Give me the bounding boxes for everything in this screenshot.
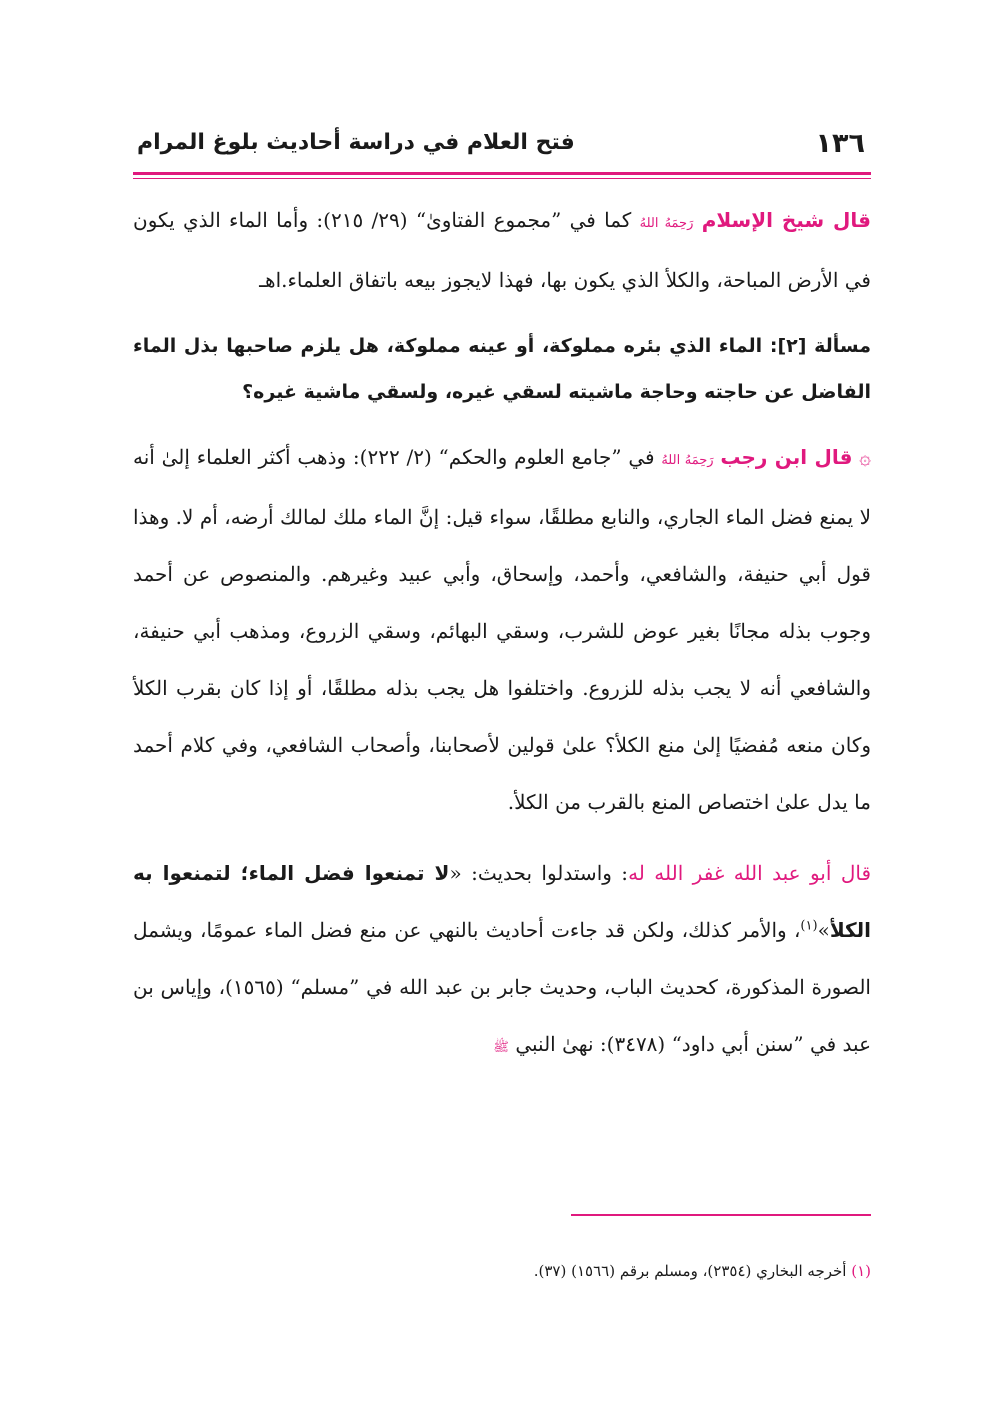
speaker-name: قال ابن رجب xyxy=(720,445,853,469)
author-attribution: قال أبو عبد الله غفر الله له xyxy=(628,861,872,885)
page-body xyxy=(133,192,871,1076)
question-label: مسألة [٢]: xyxy=(769,335,872,357)
footnote-text: أخرجه البخاري (٢٣٥٤)، ومسلم برقم (١٥٦٦) (٣٧). xyxy=(533,1262,852,1280)
paragraph-text: ، والأمر كذلك، ولكن قد جاءت أحاديث بالنهي عن منع فضل الماء عمومًا، ويشمل الصورة المذكورة، كحديث الباب، وحديث جابر بن عبد الله في ”مسلم“ (١٥٦٥)، وإياس بن عبد في ”سنن أبي داود“ (٣٤٧٨): نهىٰ النبي xyxy=(133,918,871,1056)
page-number: ١٣٦ xyxy=(815,128,865,159)
spacer xyxy=(133,415,871,429)
footnote-ref[interactable]: (١) xyxy=(800,918,818,934)
honorific-glyph: رَحِمَهُ اللهُ xyxy=(661,453,714,468)
paragraph-ibn-taymiyyah xyxy=(133,192,871,309)
footnote-separator xyxy=(571,1214,871,1216)
paragraph-ibn-rajab xyxy=(133,429,871,831)
paragraph-author xyxy=(133,845,871,1076)
footnote-number: (١) xyxy=(851,1262,871,1280)
salawat-glyph: ﷺ xyxy=(493,1040,509,1055)
header-rule-thick xyxy=(133,172,871,175)
footnote xyxy=(133,1260,871,1282)
paragraph-intro: : واستدلوا بحديث: « xyxy=(449,861,629,885)
rosette-icon: ۞ xyxy=(859,445,871,469)
spacer xyxy=(133,831,871,845)
paragraph-text: كما في ”مجموع الفتاوىٰ“ (٢٩/ ٢١٥): وأما الماء الذي يكون في الأرض المباحة، والكلأ الذي يكون بها، فهذا لايجوز بيعه باتفاق العلماء.اهـ xyxy=(133,208,871,292)
page-header xyxy=(133,120,871,172)
paragraph-text: في ”جامع العلوم والحكم“ (٢/ ٢٢٢): وذهب أكثر العلماء إلىٰ أنه لا يمنع فضل الماء الجاري، والنابع مطلقًا، سواء قيل: إنَّ الماء ملك لمالك أرضه، أم لا. وهذا قول أبي حنيفة، والشافعي، وأحمد، وإسحاق، وأبي عبيد وغيرهم. والمنصوص عن أحمد وجوب بذله مجانًا بغير عوض للشرب، وسقي البهائم، وسقي الزروع، ومذهب أبي حنيفة، والشافعي أنه لا يجب بذله للزروع. واختلفوا هل يجب بذله مطلقًا، أو إذا كان بقرب الكلأ وكان منعه مُفضيًا إلىٰ منع الكلأ؟ علىٰ قولين لأصحابنا، وأصحاب الشافعي، وفي كلام أحمد ما يدل علىٰ اختصاص المنع بالقرب من الكلأ. xyxy=(133,445,872,814)
speaker-name: قال شيخ الإسلام xyxy=(701,208,872,232)
hadith-quote: لا تمنعوا فضل الماء؛ لتمنعوا به الكلأ xyxy=(133,861,871,942)
honorific-glyph: رَحِمَهُ اللهُ xyxy=(639,216,694,231)
spacer xyxy=(133,309,871,323)
question-heading xyxy=(133,323,871,415)
quote-close: » xyxy=(817,918,830,942)
header-rule-thin xyxy=(133,178,871,179)
book-page xyxy=(133,120,872,1280)
question-text: الماء الذي بئره مملوكة، أو عينه مملوكة، هل يلزم صاحبها بذل الماء الفاضل عن حاجته وحاجة ماشيته لسقي غيره، ولسقي ماشية غيره؟ xyxy=(133,335,871,403)
running-title: فتح العلام في دراسة أحاديث بلوغ المرام xyxy=(137,130,575,155)
